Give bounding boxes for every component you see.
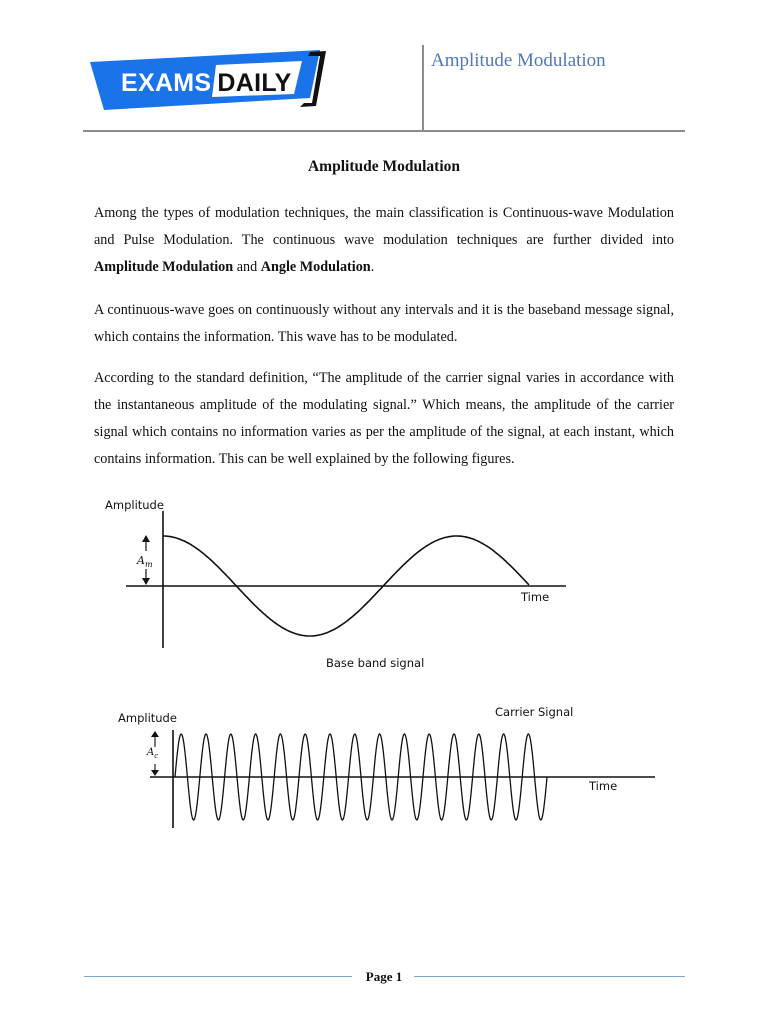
carrier-plot (100, 700, 660, 835)
term-amplitude-modulation: Amplitude Modulation (94, 259, 234, 275)
baseband-plot (100, 495, 570, 675)
down-arrow-icon (142, 578, 150, 585)
baseband-x-label: Time (521, 590, 550, 604)
document-title: Amplitude Modulation (307, 158, 460, 175)
logo-text (121, 68, 292, 98)
up-arrow-icon (142, 535, 150, 542)
carrier-amp-symbol: $A_c$ (147, 747, 159, 760)
carrier-y-label: Amplitude (118, 711, 177, 725)
term-angle-modulation: Angle Modulation (260, 259, 371, 275)
baseband-amp-symbol: $A_m$ (137, 554, 153, 570)
paragraph1-text-b: and (233, 259, 261, 275)
carrier-caption: Carrier Signal (495, 705, 574, 719)
logo-word-exams: EXAMS (121, 69, 212, 97)
figure-baseband (100, 495, 570, 675)
paragraph1-text-a: Among the types of modulation techniques, the main classification is Continuous-wave Modulation and Pulse Modulation. The continuous wave modulation techniques are further divided into (94, 205, 674, 248)
up-arrow-icon (151, 731, 159, 737)
down-arrow-icon (151, 770, 159, 776)
logo-word-daily: DAILY (217, 69, 292, 97)
header-divider-horizontal (83, 130, 685, 132)
baseband-caption: Base band signal (326, 656, 425, 670)
paragraph-continuous-wave: A continuous-wave goes on continuously without any intervals and it is the baseband message signal, which contains the information. This wave has to be modulated. (94, 302, 674, 345)
page-number: Page 1 (365, 969, 403, 984)
carrier-x-label: Time (589, 779, 618, 793)
baseband-y-label: Amplitude (105, 498, 164, 512)
header-divider-vertical (422, 45, 424, 131)
paragraph1-text-c: . (370, 259, 375, 275)
paragraph-classification (94, 200, 674, 281)
figure-carrier (100, 700, 660, 835)
paragraph-definition: According to the standard definition, “The amplitude of the carrier signal varies in accordance with the instantaneous amplitude of the modulating signal.” Which means, the amplitude of the carrier signal which contains no information varies as per the amplitude of the signal, at each instant, which contains information. This can be well explained by the following figures. (94, 370, 674, 467)
header-title: Amplitude Modulation (431, 50, 606, 71)
